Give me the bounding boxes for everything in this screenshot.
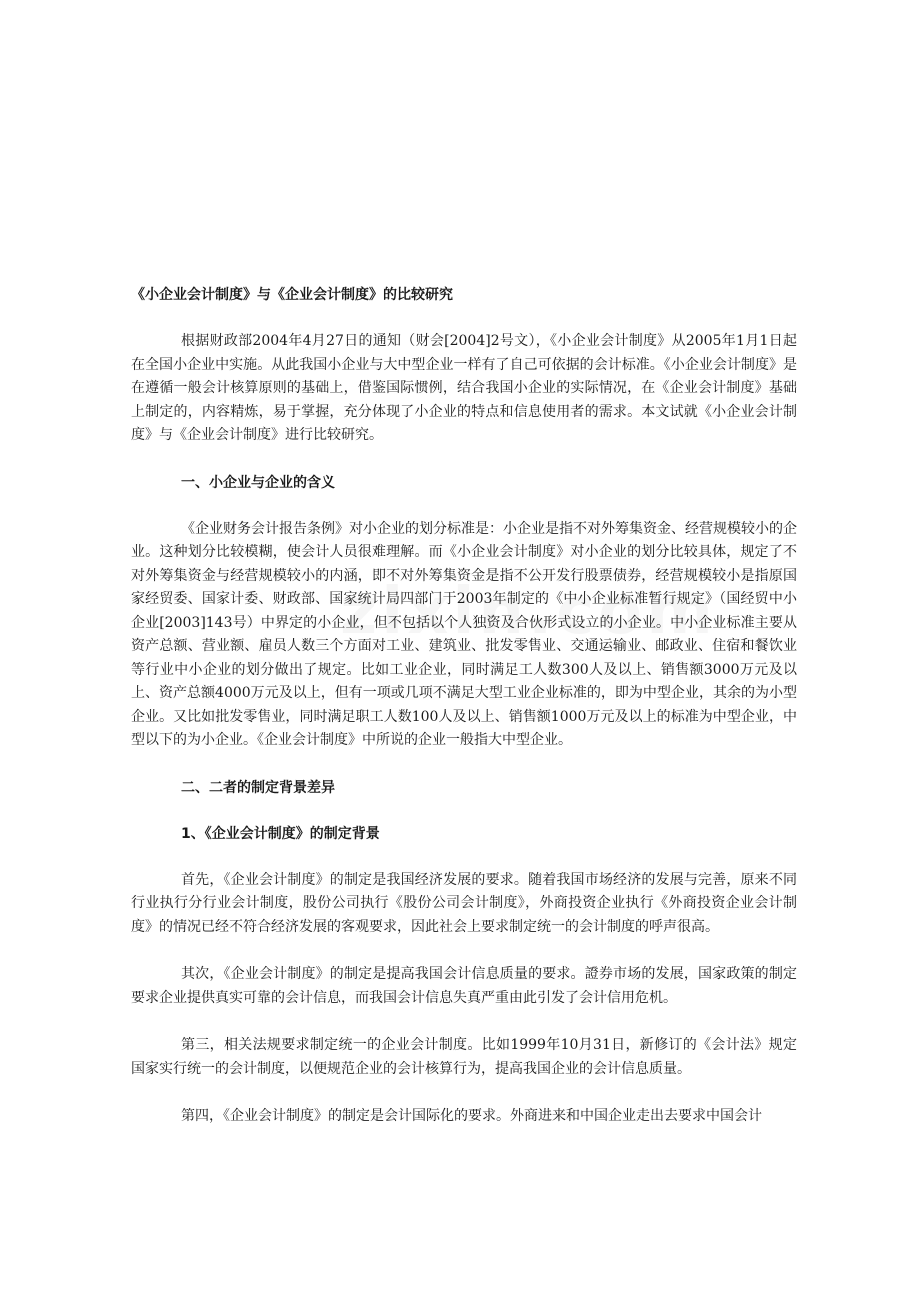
section-2-paragraph-3: 第三，相关法规要求制定统一的企业会计制度。比如1999年10月31日，新修订的《会计法》规定国家实行统一的会计制度，以便规范企业的会计核算行为，提高我国企业的会计信息质量。 bbox=[131, 1037, 797, 1077]
intro-paragraph: 根据财政部2004年4月27日的通知（财会[2004]2号文），《小企业会计制度》从2005年1月1日起在全国小企业中实施。从此我国小企业与大中型企业一样有了自己可依据的会计标准。《小企业会计制度》是在遵循一般会计核算原则的基础上，借鉴国际惯例，结合我国小企业的实际情况，在《企业会计制度》基础上制定的，内容精炼，易于掌握，充分体现了小企业的特点和信息使用者的需求。本文试就《小企业会计制度》与《企业会计制度》进行比较研究。 bbox=[131, 333, 797, 443]
section-2-paragraph-2: 其次，《企业会计制度》的制定是提高我国会计信息质量的要求。證券市场的发展，国家政策的制定要求企业提供真实可靠的会计信息，而我国会计信息失真严重由此引发了会计信用危机。 bbox=[131, 966, 797, 1006]
document-page bbox=[131, 284, 797, 1153]
section-1-heading: 一、小企业与企业的含义 bbox=[181, 474, 335, 491]
section-2-paragraph-4: 第四，《企业会计制度》的制定是会计国际化的要求。外商进来和中国企业走出去要求中国会计 bbox=[181, 1108, 762, 1124]
section-2-subheading: 1、《企业会计制度》的制定背景 bbox=[181, 825, 380, 842]
section-2-paragraph-1: 首先，《企业会计制度》的制定是我国经济发展的要求。随着我国市场经济的发展与完善，原来不同行业执行分行业会计制度，股份公司执行《股份公司会计制度》，外商投资企业执行《外商投资企业会计制度》的情况已经不符合经济发展的客观要求，因此社会上要求制定统一的会计制度的呼声很高。 bbox=[131, 871, 797, 935]
section-1-paragraph: 《企业财务会计报告条例》对小企业的划分标准是：小企业是指不对外筹集资金、经营规模较小的企业。这种划分比较模糊，使会计人员很难理解。而《小企业会计制度》对小企业的划分比较具体，规定了不对外筹集资金与经营规模较小的内涵，即不对外筹集资金是指不公开发行股票债券，经营规模较小是指原国家经贸委、国家计委、财政部、国家统计局四部门于2003年制定的《中小企业标准暂行规定》（国经贸中小企业[2003]143号）中界定的小企业，但不包括以个人独资及合伙形式设立的小企业。中小企业标准主要从资产总额、营业额、雇员人数三个方面对工业、建筑业、批发零售业、交通运输业、邮政业、住宿和餐饮业等行业中小企业的划分做出了规定。比如工业企业，同时满足工人数300人及以上、销售额3000万元及以上、资产总额4000万元及以上，但有一项或几项不满足大型工业企业标准的，即为中型企业，其余的为小型企业。又比如批发零售业，同时满足职工人数100人及以上、销售额1000万元及以上的标准为中型企业，中型以下的为小企业。《企业会计制度》中所说的企业一般指大中型企业。 bbox=[131, 520, 797, 748]
section-2-heading: 二、二者的制定背景差异 bbox=[181, 779, 335, 796]
document-title: 《小企业会计制度》与《企业会计制度》的比较研究 bbox=[131, 287, 453, 303]
